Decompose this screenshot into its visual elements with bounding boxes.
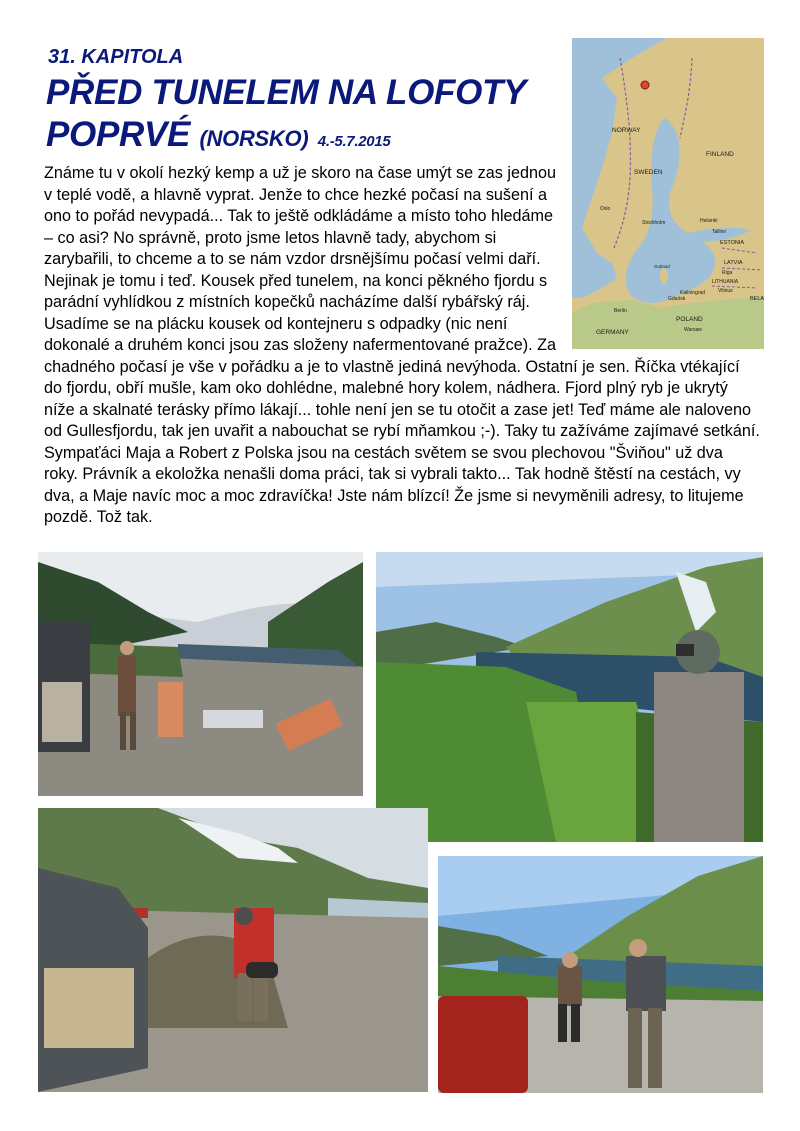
chapter-label: 31. KAPITOLA — [48, 46, 184, 68]
map-label: Vilnius — [718, 288, 733, 294]
photo-polish-couple — [438, 856, 763, 1093]
map-label: BELA — [750, 296, 764, 302]
article-paragraph: Známe tu v okolí hezký kemp a už je skoro na čase umýt se zas jednou v teplé vodě, a hlavně vyprat. Jenže to chce hezké počasí na sušení a ono to pořád nevypadá... Tak to ještě odkládáme a místo toho hledáme – co asi? No správně, proto jsme letos hlavně tady, abychom si zarybařili, to chceme a to se nám vzdor drsnějšímu počasí velmi daří. Nejinak je tomu i teď. Kousek před tunelem, na konci pěkného fjordu s parádní vyhlídkou z místních kopečků nacházíme další rybářský ráj. Usadíme se na plácku kousek od kontejneru s odpadky (nic není dokonalé a druhém konci jsou zas složeny nafermentované pražce). Za chadného počasí je vše v pořádku a je to vlastně jediná nevýhoda. Ostatní je sen. Říčka vtékající do fjordu, obří mušle, kam oko dohlédne, malebné hory kolem, nádhera. Fjord plný ryb je ukrytý níže a skalnaté terásky přímo lákají... tohle není jen se tu otočit a zase jet! Teď máme ale naloveno od Gullesfjordu, tak jen uvařit a nabouchat se rybí mňamkou ;-). Taky tu zažíváme zajímavé setkání. Sympaťáci Maja a Robert z Polska jsou na cestách světem se svou plechovou "Šviňou" už dva roky. Právník a ekoložka nenašli doma práci, tak si vybrali takto... Tak hodně štěstí na cestách, vy dva, a Maje navíc moc a moc zdravíčka! Jste nám blízcí! Že jsme si nevyměnili adresy, to litujeme pozdě. Tož tak. — [44, 164, 760, 526]
map-label: GERMANY — [596, 329, 629, 336]
map-label: POLAND — [676, 316, 703, 323]
scandinavia-map — [572, 38, 764, 349]
title-line-1: PŘED TUNELEM NA LOFOTY — [46, 73, 527, 112]
map-label: Oslo — [600, 206, 611, 212]
photo-camp-chairs — [38, 552, 363, 796]
photographer-fjord-photo-icon — [376, 552, 763, 842]
camp-chairs-fjord-photo-icon — [38, 552, 363, 796]
polish-couple-photo-icon — [438, 856, 763, 1093]
map-icon — [572, 38, 764, 349]
map-label: Berlin — [614, 308, 627, 314]
map-label: Riga — [722, 270, 733, 276]
map-label: LATVIA — [724, 260, 743, 266]
map-label: Helsinki — [700, 218, 718, 224]
map-label: NORWAY — [612, 127, 641, 134]
map-label: Stockholm — [642, 220, 666, 226]
map-label: LITHUANIA — [712, 279, 739, 285]
map-label: Gdańsk — [668, 296, 686, 302]
tent-and-car-photo-icon — [38, 808, 428, 1092]
title-country: (NORSKO) — [199, 126, 309, 151]
map-label: Tallinn — [712, 229, 727, 235]
map-label: Warsaw — [684, 327, 702, 333]
location-marker-icon — [641, 81, 649, 89]
map-label: Kaliningrad — [680, 290, 706, 296]
page-title — [46, 72, 526, 163]
map-label: ESTONIA — [720, 240, 745, 246]
map-label: Gotland — [654, 264, 670, 269]
photo-photographer — [376, 552, 763, 842]
title-line-2: POPRVÉ — [46, 115, 191, 154]
photo-tent-car — [38, 808, 428, 1092]
map-label: SWEDEN — [634, 169, 663, 176]
title-date: 4.-5.7.2015 — [317, 133, 391, 150]
map-label: FINLAND — [706, 151, 734, 158]
